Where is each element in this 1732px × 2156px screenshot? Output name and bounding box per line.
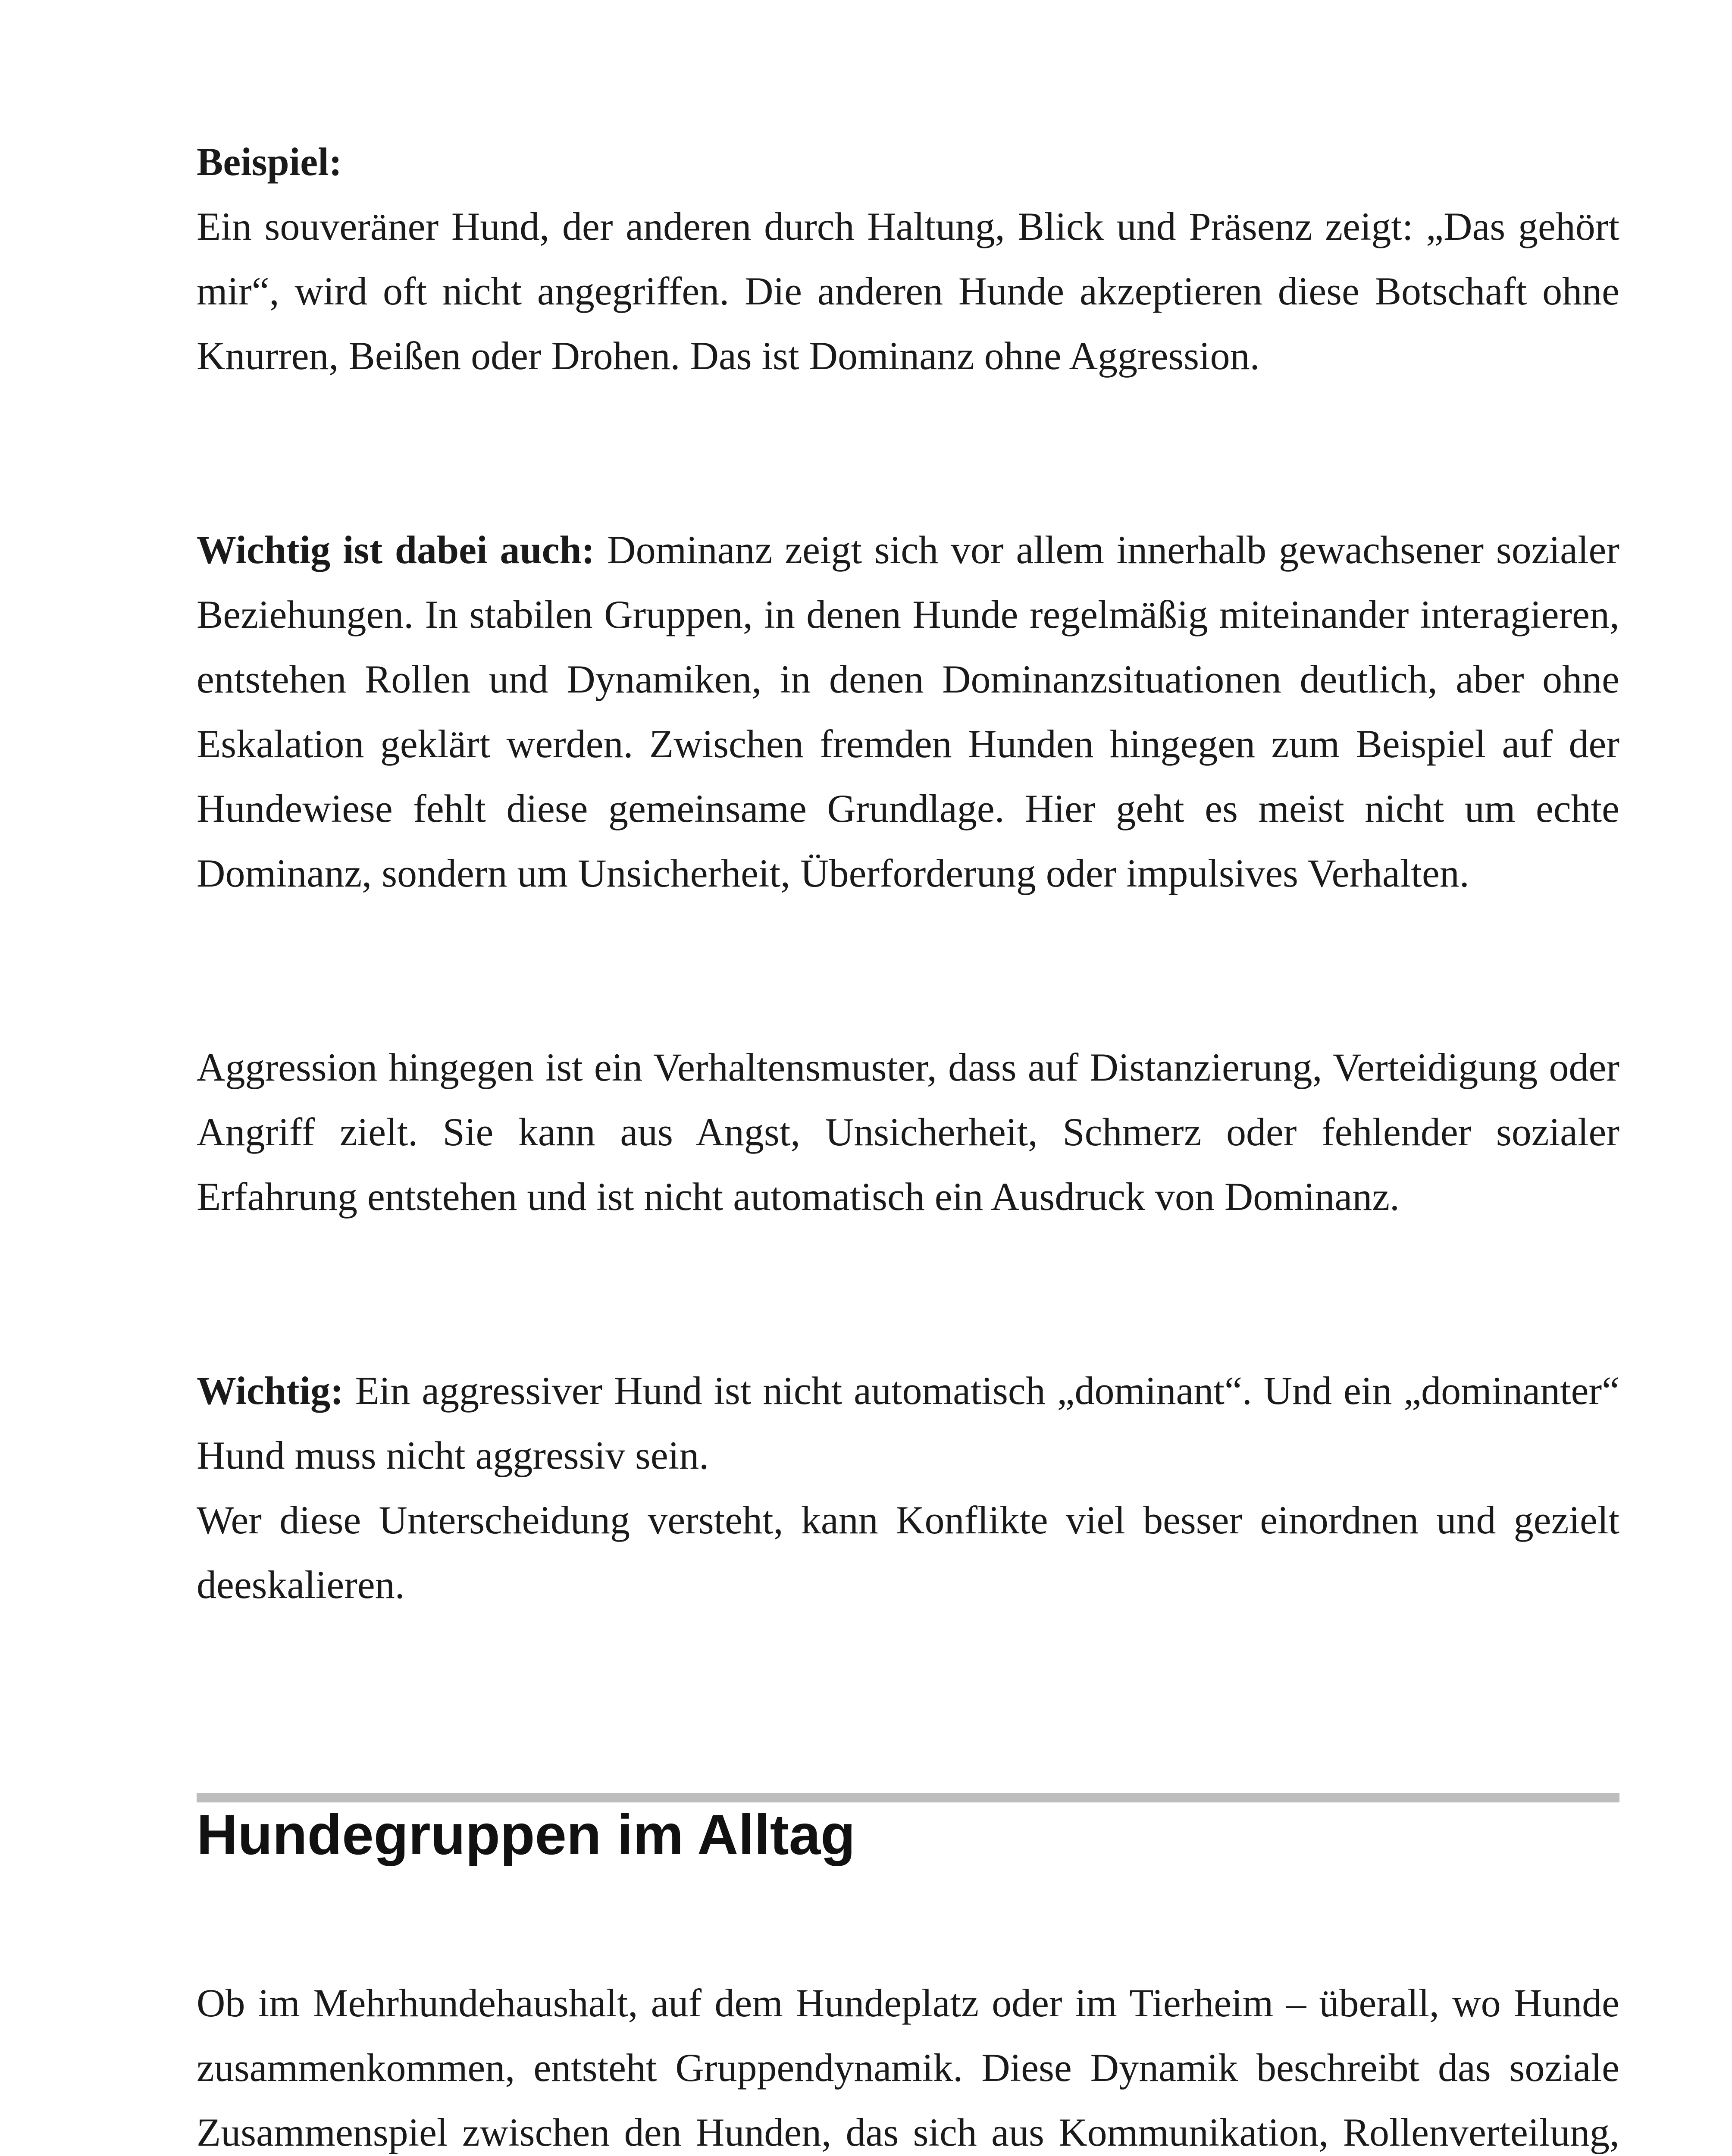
example-block — [197, 129, 1619, 388]
section-paragraph: Ob im Mehrhundehaushalt, auf dem Hundeplatz oder im Tierheim – überall, wo Hunde zusammenkommen, entsteht Gruppendynamik. Diese Dynamik beschreibt das soziale Zusammenspiel zwischen den Hunden, das sich aus Kommunikation, Rollenverteilung, — [197, 1981, 1619, 2154]
aggression-paragraph: Aggression hingegen ist ein Verhaltensmuster, dass auf Distanzierung, Verteidigung oder Angriff zielt. Sie kann aus Angst, Unsicherheit, Schmerz oder fehlender sozialer Erfahrung entstehen und ist nicht automatisch ein Ausdruck von Dominanz. — [197, 1045, 1619, 1219]
important-also-lead: Wichtig ist dabei auch: — [197, 528, 595, 572]
important-lead: Wichtig: — [197, 1369, 344, 1413]
example-paragraph: Ein souveräner Hund, der anderen durch Haltung, Blick und Präsenz zeigt: „Das gehört mir“, wird oft nicht angegriffen. Die anderen Hunde akzeptieren diese Botschaft ohne Knurren, Beißen oder Drohen. Das ist Dominanz ohne Aggression. — [197, 204, 1619, 378]
important-paragraph — [197, 1358, 1619, 1488]
important-also-text: Dominanz zeigt sich vor allem innerhalb gewachsener sozialer Beziehungen. In stabilen Gruppen, in denen Hunde regelmäßig miteinander interagieren, entstehen Rollen und Dynamiken, in denen Dominanzsituationen deutlich, aber ohne Eskalation geklärt werden. Zwischen fremden Hunden hingegen zum Beispiel auf der Hundewiese fehlt diese gemeinsame Grundlage. Hier geht es meist nicht um echte Dominanz, sondern um Unsicherheit, Überforderung oder impulsives Verhalten. — [197, 528, 1619, 895]
section-heading: Hundegruppen im Alltag — [197, 1803, 855, 1866]
important-paragraph-2: Wer diese Unterscheidung versteht, kann Konflikte viel besser einordnen und gezielt deeskalieren. — [197, 1498, 1619, 1607]
important-also-paragraph — [197, 517, 1619, 906]
important-block — [197, 1358, 1619, 1617]
example-heading: Beispiel: — [197, 140, 342, 184]
important-text: Ein aggressiver Hund ist nicht automatisch „dominant“. Und ein „dominanter“ Hund muss nicht aggressiv sein. — [197, 1369, 1619, 1477]
